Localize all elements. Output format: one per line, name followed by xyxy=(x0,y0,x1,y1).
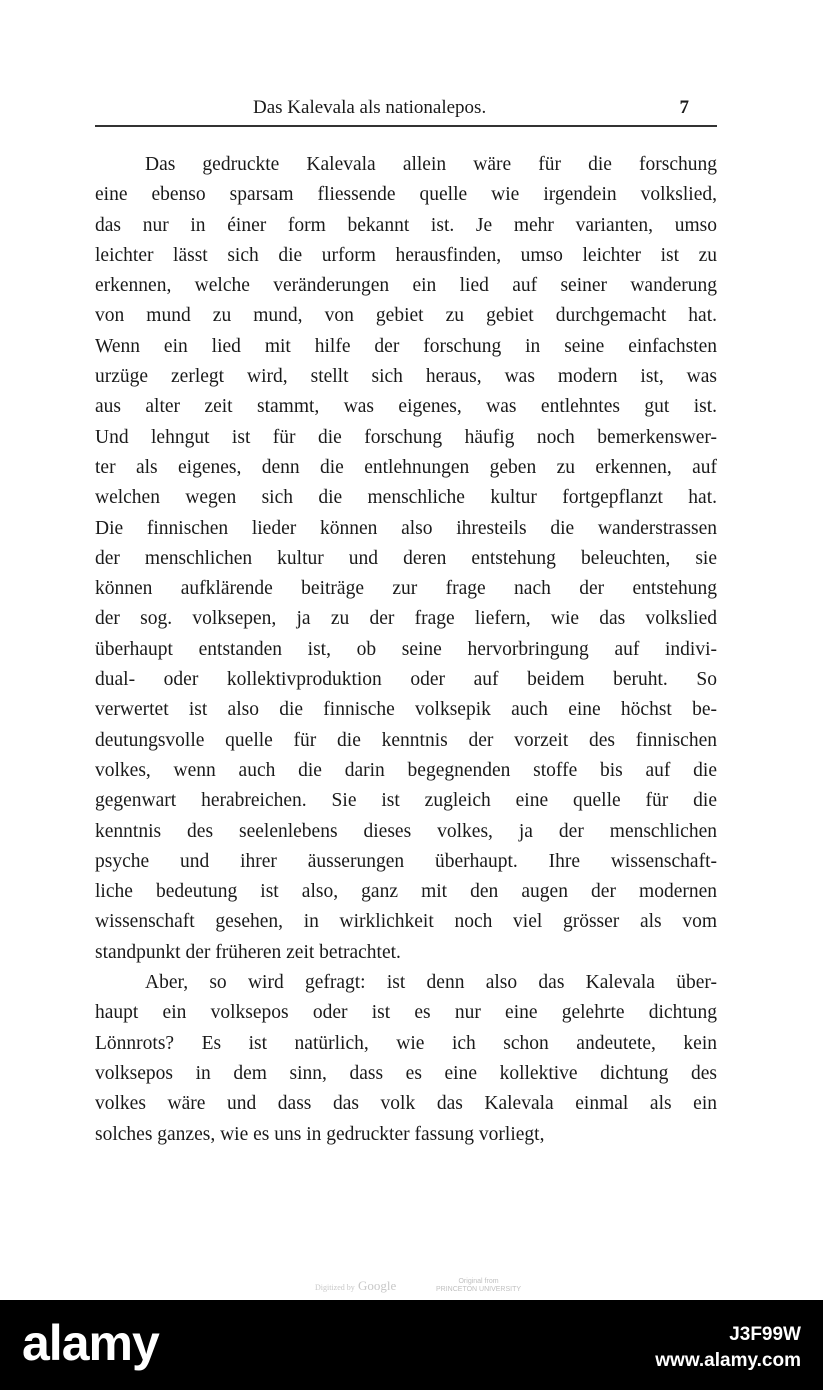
digitized-by-google xyxy=(315,1278,396,1294)
text-line: standpunkt der früheren zeit betrachtet. xyxy=(95,941,401,963)
alamy-logo: alamy xyxy=(22,1315,159,1371)
text-line: leichter lässt sich die urform herausfinden, umso leichter ist zu xyxy=(95,244,717,266)
text-line: das nur in éiner form bekannt ist. Je mehr varianten, umso xyxy=(95,214,717,236)
text-line: solches ganzes, wie es uns in gedruckter fassung vorliegt, xyxy=(95,1123,545,1145)
text-line: volkes wäre und dass das volk das Kalevala einmal als ein xyxy=(95,1093,717,1115)
text-line: von mund zu mund, von gebiet zu gebiet durchgemacht hat. xyxy=(95,305,717,327)
text-line: urzüge zerlegt wird, stellt sich heraus, was modern ist, was xyxy=(95,366,717,388)
text-line: volkes, wenn auch die darin begegnenden stoffe bis auf die xyxy=(95,759,717,781)
header-rule xyxy=(95,125,717,127)
text-line: Lönnrots? Es ist natürlich, wie ich schon andeutete, kein xyxy=(95,1032,717,1054)
text-line: welchen wegen sich die menschliche kultur fortgepflanzt hat. xyxy=(95,487,717,509)
running-header xyxy=(95,97,717,123)
image-id-text: J3F99W xyxy=(729,1324,801,1345)
google-brand: Google xyxy=(358,1278,397,1293)
text-line: liche bedeutung ist also, ganz mit den augen der modernen xyxy=(95,881,717,903)
body-text xyxy=(95,150,717,1150)
text-line: können aufklärende beiträge zur frage nach der entstehung xyxy=(95,578,717,600)
running-title: Das Kalevala als nationalepos. xyxy=(253,97,487,118)
text-line: der menschlichen kultur und deren entstehung beleuchten, sie xyxy=(95,547,717,569)
text-line: haupt ein volksepos oder ist es nur eine gelehrte dichtung xyxy=(95,1002,717,1024)
text-line: ter als eigenes, denn die entlehnungen geben zu erkennen, auf xyxy=(95,456,717,478)
footer xyxy=(0,1278,823,1294)
image-id xyxy=(655,1322,801,1374)
text-line: aus alter zeit stammt, was eigenes, was entlehntes gut ist. xyxy=(95,396,717,418)
watermark-bar xyxy=(0,1300,823,1390)
text-line: der sog. volksepen, ja zu der frage liefern, wie das volkslied xyxy=(95,608,717,630)
text-line: psyche und ihrer äusserungen überhaupt. Ihre wissenschaft- xyxy=(95,850,717,872)
text-line: überhaupt entstanden ist, ob seine hervorbringung auf indivi- xyxy=(95,638,717,660)
text-line: verwertet ist also die finnische volksepik auch eine höchst be- xyxy=(95,699,717,721)
text-line: wissenschaft gesehen, in wirklichkeit noch viel grösser als vom xyxy=(95,911,717,933)
original-from-label: Original from xyxy=(458,1278,499,1285)
text-line: gegenwart herabreichen. Sie ist zugleich eine quelle für die xyxy=(95,790,717,812)
princeton-university: PRINCETON UNIVERSITY xyxy=(436,1286,522,1293)
site-url: www.alamy.com xyxy=(655,1350,801,1371)
digitized-prefix: Digitized by xyxy=(315,1283,355,1292)
text-line: volksepos in dem sinn, dass es eine kollektive dichtung des xyxy=(95,1062,717,1084)
text-line: eine ebenso sparsam fliessende quelle wie irgendein volkslied, xyxy=(95,184,717,206)
text-line: dual- oder kollektivproduktion oder auf beidem beruht. So xyxy=(95,669,717,691)
text-line: deutungsvolle quelle für die kenntnis der vorzeit des finnischen xyxy=(95,729,717,751)
original-from xyxy=(436,1278,521,1294)
text-line: Wenn ein lied mit hilfe der forschung in seine einfachsten xyxy=(95,335,717,357)
text-line: Das gedruckte Kalevala allein wäre für die forschung xyxy=(145,154,717,175)
text-line: kenntnis des seelenlebens dieses volkes, ja der menschlichen xyxy=(95,820,717,842)
text-line: Die finnischen lieder können also ihresteils die wanderstrassen xyxy=(95,517,717,539)
text-line: erkennen, welche veränderungen ein lied auf seiner wanderung xyxy=(95,275,717,297)
page-number: 7 xyxy=(679,97,689,118)
text-line: Und lehngut ist für die forschung häufig noch bemerkenswer- xyxy=(95,426,717,448)
text-line: Aber, so wird gefragt: ist denn also das Kalevala über- xyxy=(145,972,717,994)
